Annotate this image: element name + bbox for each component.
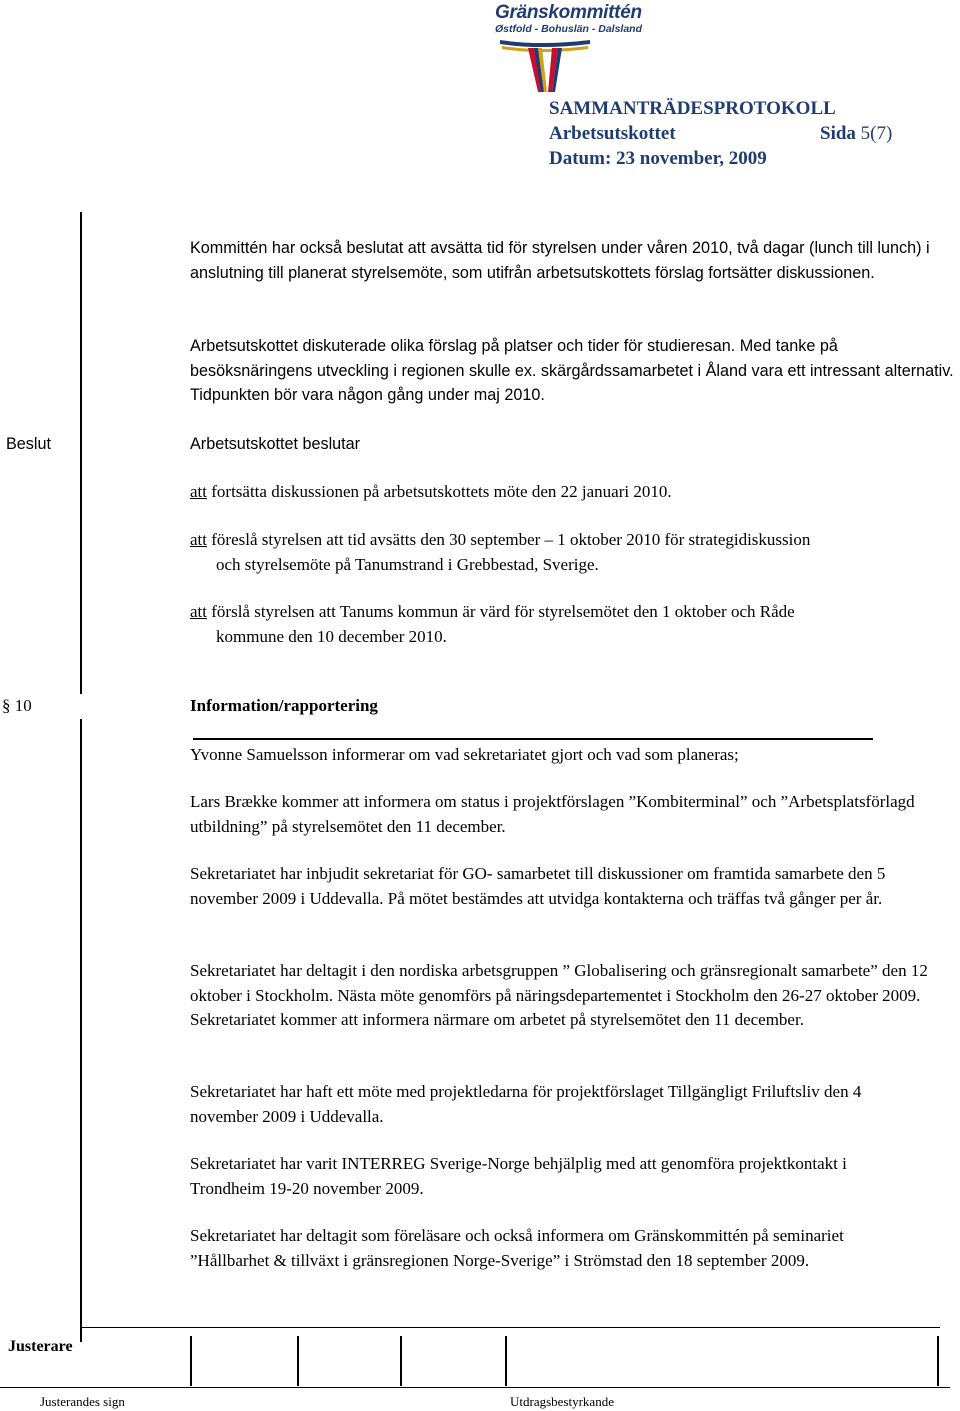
footer-justerare: Justerare <box>8 1338 73 1355</box>
decision-item <box>190 528 960 577</box>
committee-name: Arbetsutskottet <box>549 123 676 144</box>
signature-box-divider <box>400 1336 402 1386</box>
section-title: Information/rapportering <box>190 696 378 715</box>
decision-heading: Arbetsutskottet beslutar <box>190 435 361 453</box>
signature-box-divider <box>297 1336 299 1386</box>
info-paragraph: Sekretariatet har deltagit i den nordiska arbetsgruppen ” Globalisering och gränsregionalt samarbete” den 12 oktober i Stockholm. Nästa möte genomförs på näringsdepartementet i Stockholm den 26-27 oktober 2009. Sekretariatet kommer att informera närmare om arbetet på styrelsemötet den 11 december. <box>190 961 928 1029</box>
decision-item <box>190 480 960 505</box>
signature-box-divider <box>190 1336 192 1386</box>
signature-box-divider <box>937 1336 939 1386</box>
section-number: § 10 <box>0 694 82 719</box>
info-paragraph: Lars Brække kommer att informera om status i projektförslagen ”Kombiterminal” och ”Arbetsplatsförlagd utbildning” på styrelsemötet den 11 december. <box>190 792 915 836</box>
decision-item <box>190 600 960 649</box>
decision-item-text: förslå styrelsen att Tanums kommun är värd för styrelsemötet den 1 oktober och Råde <box>211 602 795 621</box>
att-keyword: att <box>190 530 207 549</box>
decision-item-text-cont: kommune den 10 december 2010. <box>216 626 447 646</box>
logo-name: Gränskommittén <box>495 2 642 23</box>
meeting-date: Datum: 23 november, 2009 <box>549 148 767 169</box>
signature-box-divider <box>505 1336 507 1386</box>
decision-item-text: fortsätta diskussionen på arbetsutskottets möte den 22 januari 2010. <box>211 482 672 501</box>
flag-ribbon-icon <box>480 36 610 98</box>
info-paragraph: Sekretariatet har varit INTERREG Sverige-Norge behjälplig med att genomföra projektkontakt i Trondheim 19-20 november 2009. <box>190 1154 847 1198</box>
margin-rule <box>80 212 82 1342</box>
footer-rule-top <box>80 1327 940 1328</box>
decision-item-text: föreslå styrelsen att tid avsätts den 30 september – 1 oktober 2010 för strategidiskussion <box>211 530 811 549</box>
logo-regions: Østfold - Bohuslän - Dalsland <box>495 23 643 35</box>
footer-rule-bottom <box>0 1387 950 1388</box>
decision-label: Beslut <box>6 435 51 453</box>
intro-paragraph-2: Arbetsutskottet diskuterade olika förslag på platser och tider för studieresan. Med tanke på besöksnäringens utveckling i regionen skulle ex. skärgårdssamarbetet i Åland vara ett intressant alternativ. Tidpunkten bör vara någon gång under maj 2010. <box>190 337 954 404</box>
info-paragraph: Sekretariatet har deltagit som föreläsare och också informera om Gränskommittén på seminariet ”Hållbarhet & tillväxt i gränsregionen Norge-Sverige” i Strömstad den 18 september 2009. <box>190 1226 844 1270</box>
info-paragraph: Sekretariatet har inbjudit sekretariat för GO- samarbetet till diskussioner om framtida samarbete den 5 november 2009 i Uddevalla. På mötet bestämdes att utvidga kontakterna och träffas två gånger per år. <box>190 864 886 908</box>
att-keyword: att <box>190 602 207 621</box>
document-title: SAMMANTRÄDESPROTOKOLL <box>549 98 836 119</box>
section-divider <box>193 738 873 740</box>
att-keyword: att <box>190 482 207 501</box>
decision-item-text-cont: och styrelsemöte på Tanumstrand i Grebbestad, Sverige. <box>216 554 599 574</box>
footer-utdragsbestyrkande: Utdragsbestyrkande <box>510 1394 614 1409</box>
footer-justerandes-sign: Justerandes sign <box>40 1394 125 1409</box>
info-paragraph: Sekretariatet har haft ett möte med projektledarna för projektförslaget Tillgängligt Friluftsliv den 4 november 2009 i Uddevalla. <box>190 1082 862 1126</box>
page-number: Sida 5(7) <box>820 123 893 144</box>
intro-paragraph-1: Kommittén har också beslutat att avsätta tid för styrelsen under våren 2010, två dagar (lunch till lunch) i anslutning till planerat styrelsemöte, som utifrån arbetsutskottets förslag fortsätter diskussionen. <box>190 239 930 282</box>
info-paragraph: Yvonne Samuelsson informerar om vad sekretariatet gjort och vad som planeras; <box>190 745 739 764</box>
